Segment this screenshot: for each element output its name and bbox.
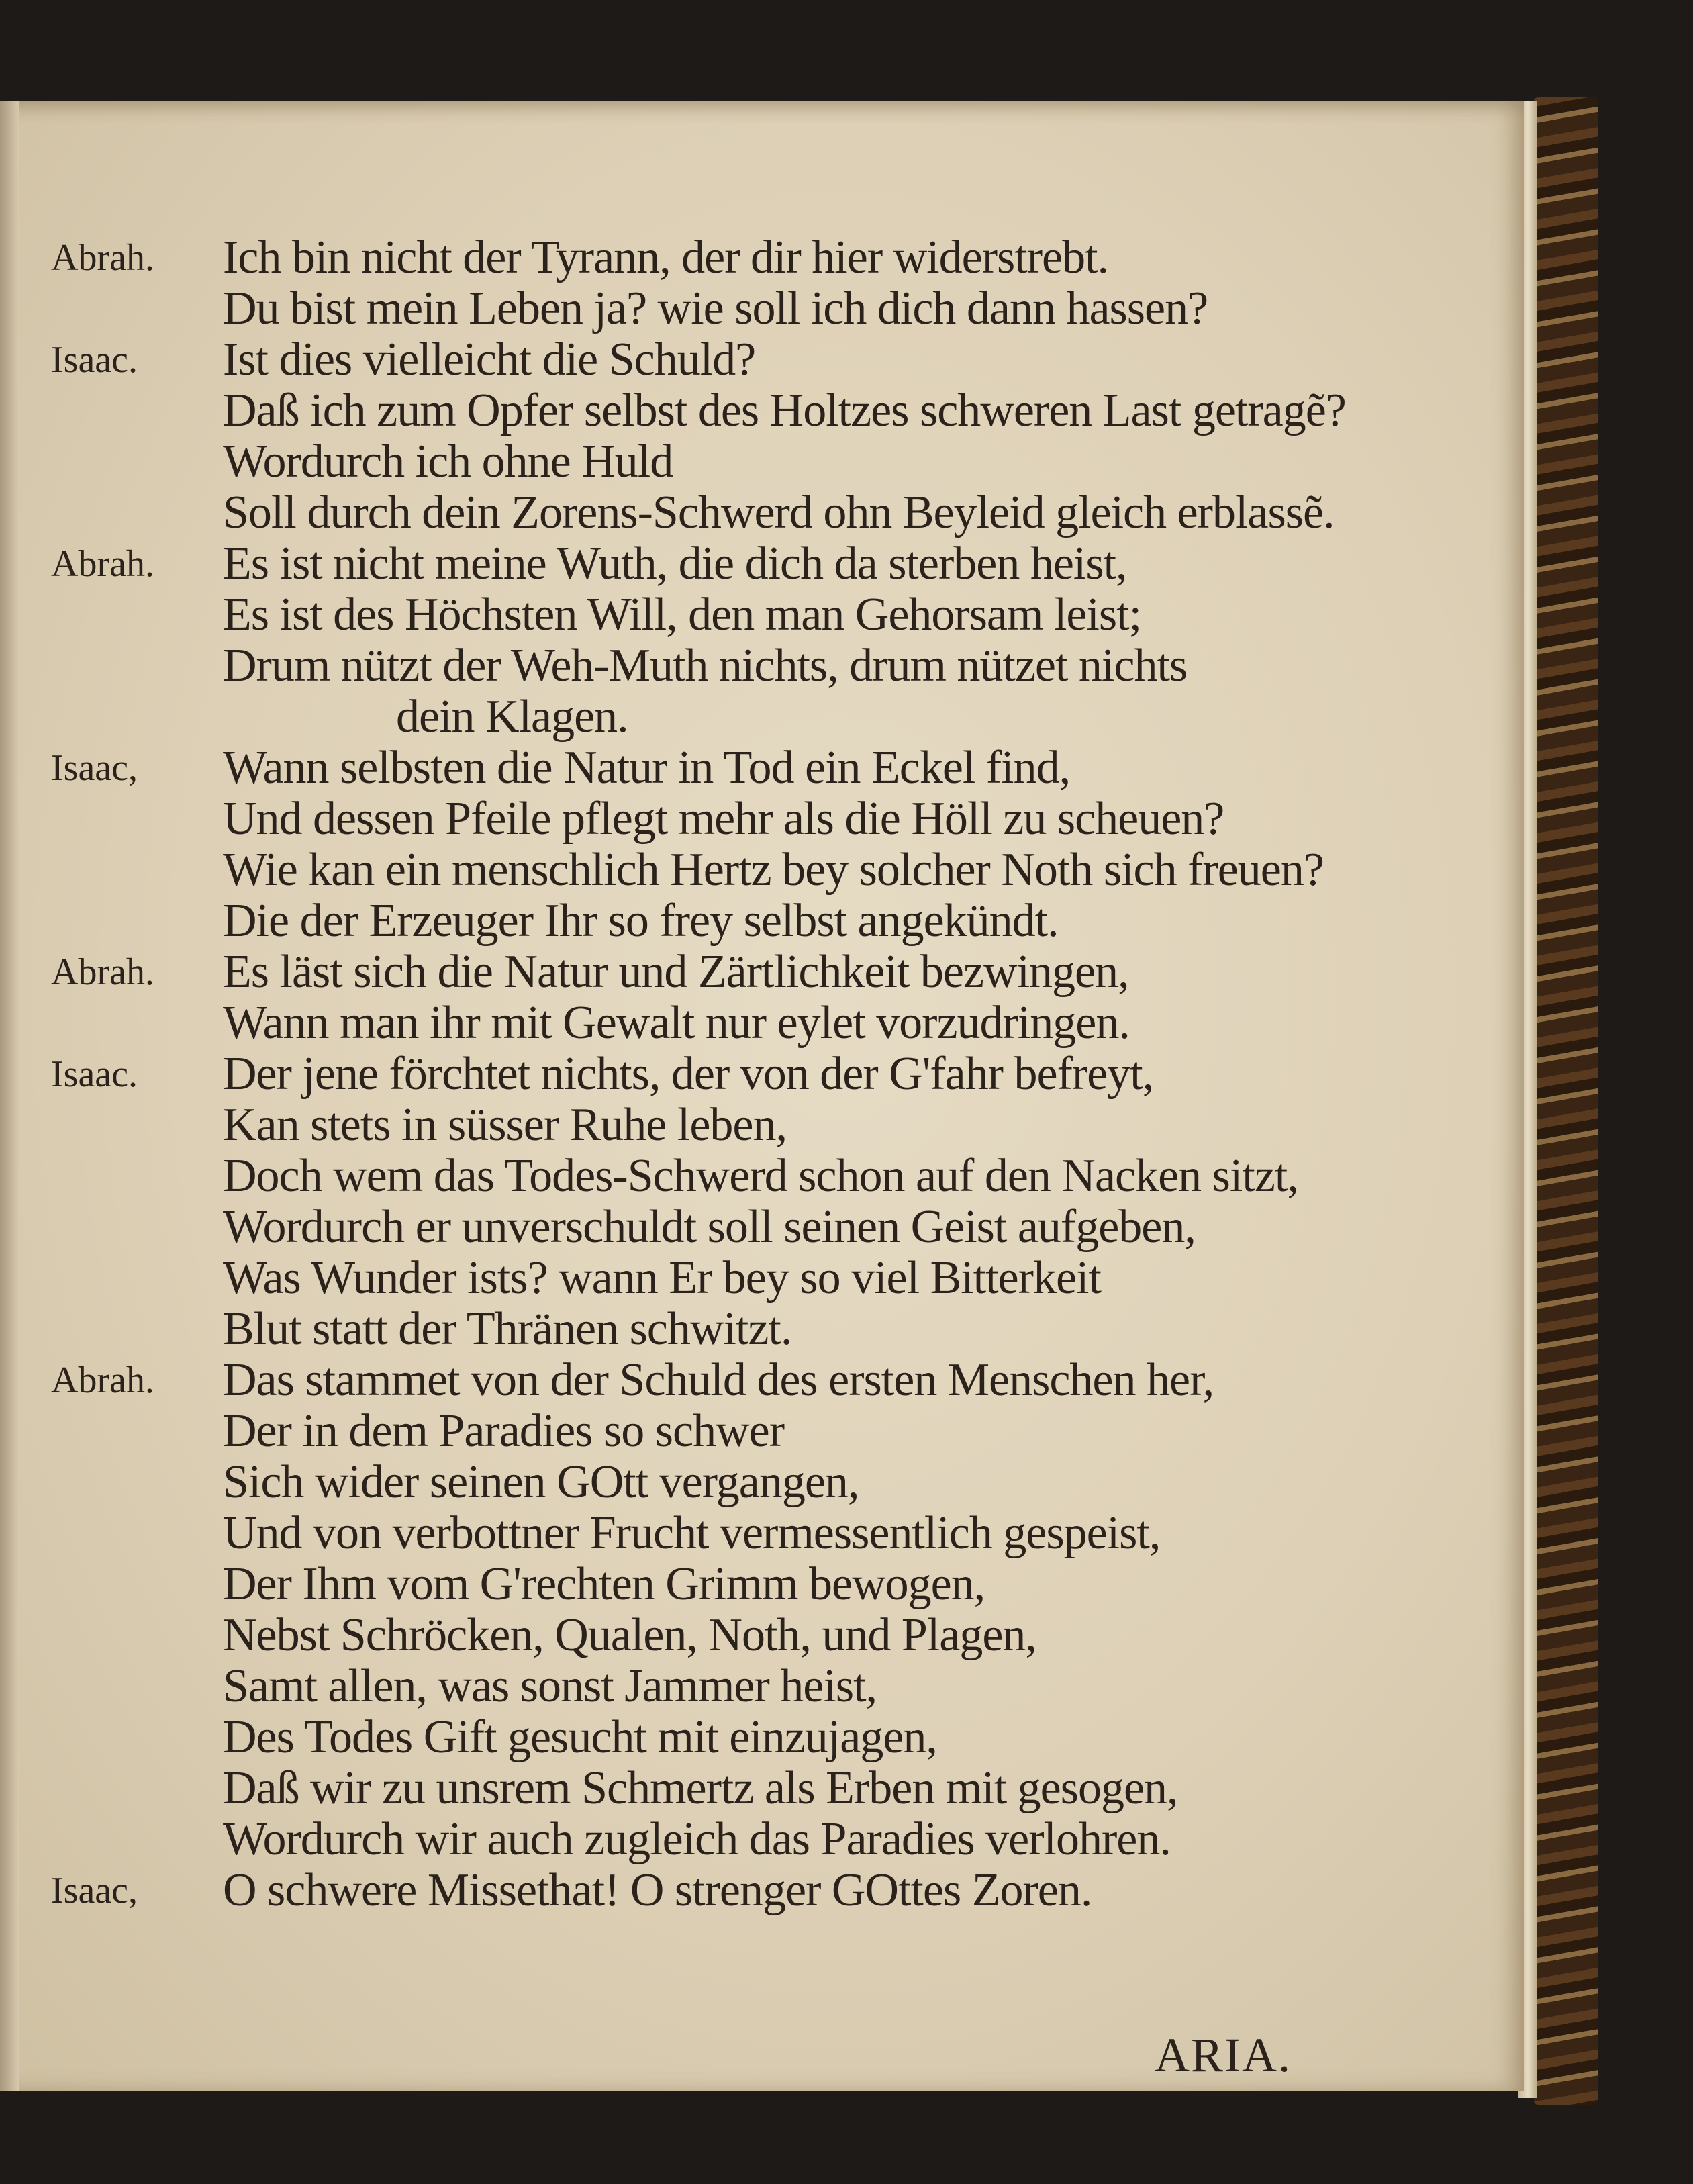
speaker-label: Abrah. — [51, 543, 154, 585]
verse-text: Wordurch er unverschuldt soll seinen Geist aufgeben, — [223, 1201, 1196, 1253]
book-page — [0, 101, 1524, 2091]
verse-text: Wann selbsten die Natur in Tod ein Eckel find, — [223, 742, 1071, 794]
verse-text: Daß wir zu unsrem Schmertz als Erben mit gesogen, — [223, 1762, 1178, 1814]
verse-text: Es ist des Höchsten Will, den man Gehorsam leist; — [223, 589, 1142, 640]
gutter — [0, 101, 19, 2091]
verse-text: Nebst Schröcken, Qualen, Noth, und Plagen, — [223, 1609, 1036, 1661]
verse-text: Du bist mein Leben ja? wie soll ich dich dann hassen? — [223, 283, 1208, 334]
verse-text: Kan stets in süsser Ruhe leben, — [223, 1099, 787, 1151]
verse-text: Das stammet von der Schuld des ersten Menschen her, — [223, 1354, 1214, 1406]
speaker-label: Isaac. — [51, 1053, 138, 1095]
verse-text: Und von verbottner Frucht vermessentlich gespeist, — [223, 1507, 1161, 1559]
verse-text: Es läst sich die Natur und Zärtlichkeit bezwingen, — [223, 946, 1129, 998]
verse-text: Was Wunder ists? wann Er bey so viel Bitterkeit — [223, 1252, 1101, 1304]
verse-text: Es ist nicht meine Wuth, die dich da sterben heist, — [223, 538, 1127, 589]
verse-text: Sich wider seinen GOtt vergangen, — [223, 1456, 859, 1508]
verse-text: Ich bin nicht der Tyrann, der dir hier widerstrebt. — [223, 232, 1109, 283]
section-heading-aria: ARIA. — [1155, 2028, 1292, 2082]
verse-text: Samt allen, was sonst Jammer heist, — [223, 1660, 877, 1712]
verse-text: Blut statt der Thränen schwitzt. — [223, 1303, 792, 1355]
verse-text: dein Klagen. — [396, 691, 628, 743]
verse-text: Wie kan ein menschlich Hertz bey solcher Noth sich freuen? — [223, 844, 1324, 896]
verse-text: Wann man ihr mit Gewalt nur eylet vorzudringen. — [223, 997, 1130, 1049]
speaker-label: Abrah. — [51, 1360, 154, 1401]
speaker-label: Abrah. — [51, 237, 154, 279]
verse-text: Daß ich zum Opfer selbst des Holtzes schweren Last getragẽ? — [223, 385, 1346, 436]
verse-text: Und dessen Pfeile pflegt mehr als die Höll zu scheuen? — [223, 793, 1224, 845]
verse-text: Der Ihm vom G'rechten Grimm bewogen, — [223, 1558, 985, 1610]
verse-text: Des Todes Gift gesucht mit einzujagen, — [223, 1711, 937, 1763]
verse-text: Drum nützt der Weh-Muth nichts, drum nützet nichts — [223, 640, 1188, 692]
verse-text: Die der Erzeuger Ihr so frey selbst angekündt. — [223, 895, 1059, 947]
verse-text: Ist dies vielleicht die Schuld? — [223, 334, 756, 385]
book-cover-edge — [1534, 97, 1598, 2105]
speaker-label: Isaac, — [51, 747, 138, 789]
verse-text: Der jene förchtet nichts, der von der G'fahr befreyt, — [223, 1048, 1154, 1100]
verse-text: Doch wem das Todes-Schwerd schon auf den Nacken sitzt, — [223, 1150, 1298, 1202]
verse-text: Der in dem Paradies so schwer — [223, 1405, 785, 1457]
speaker-label: Abrah. — [51, 951, 154, 993]
speaker-label: Isaac. — [51, 339, 138, 381]
verse-text: O schwere Missethat! O strenger GOttes Zoren. — [223, 1864, 1092, 1916]
verse-text: Wordurch ich ohne Huld — [223, 436, 673, 487]
speaker-label: Isaac, — [51, 1870, 138, 1911]
verse-text: Wordurch wir auch zugleich das Paradies verlohren. — [223, 1813, 1171, 1865]
verse-text: Soll durch dein Zorens-Schwerd ohn Beyleid gleich erblassẽ. — [223, 487, 1335, 538]
